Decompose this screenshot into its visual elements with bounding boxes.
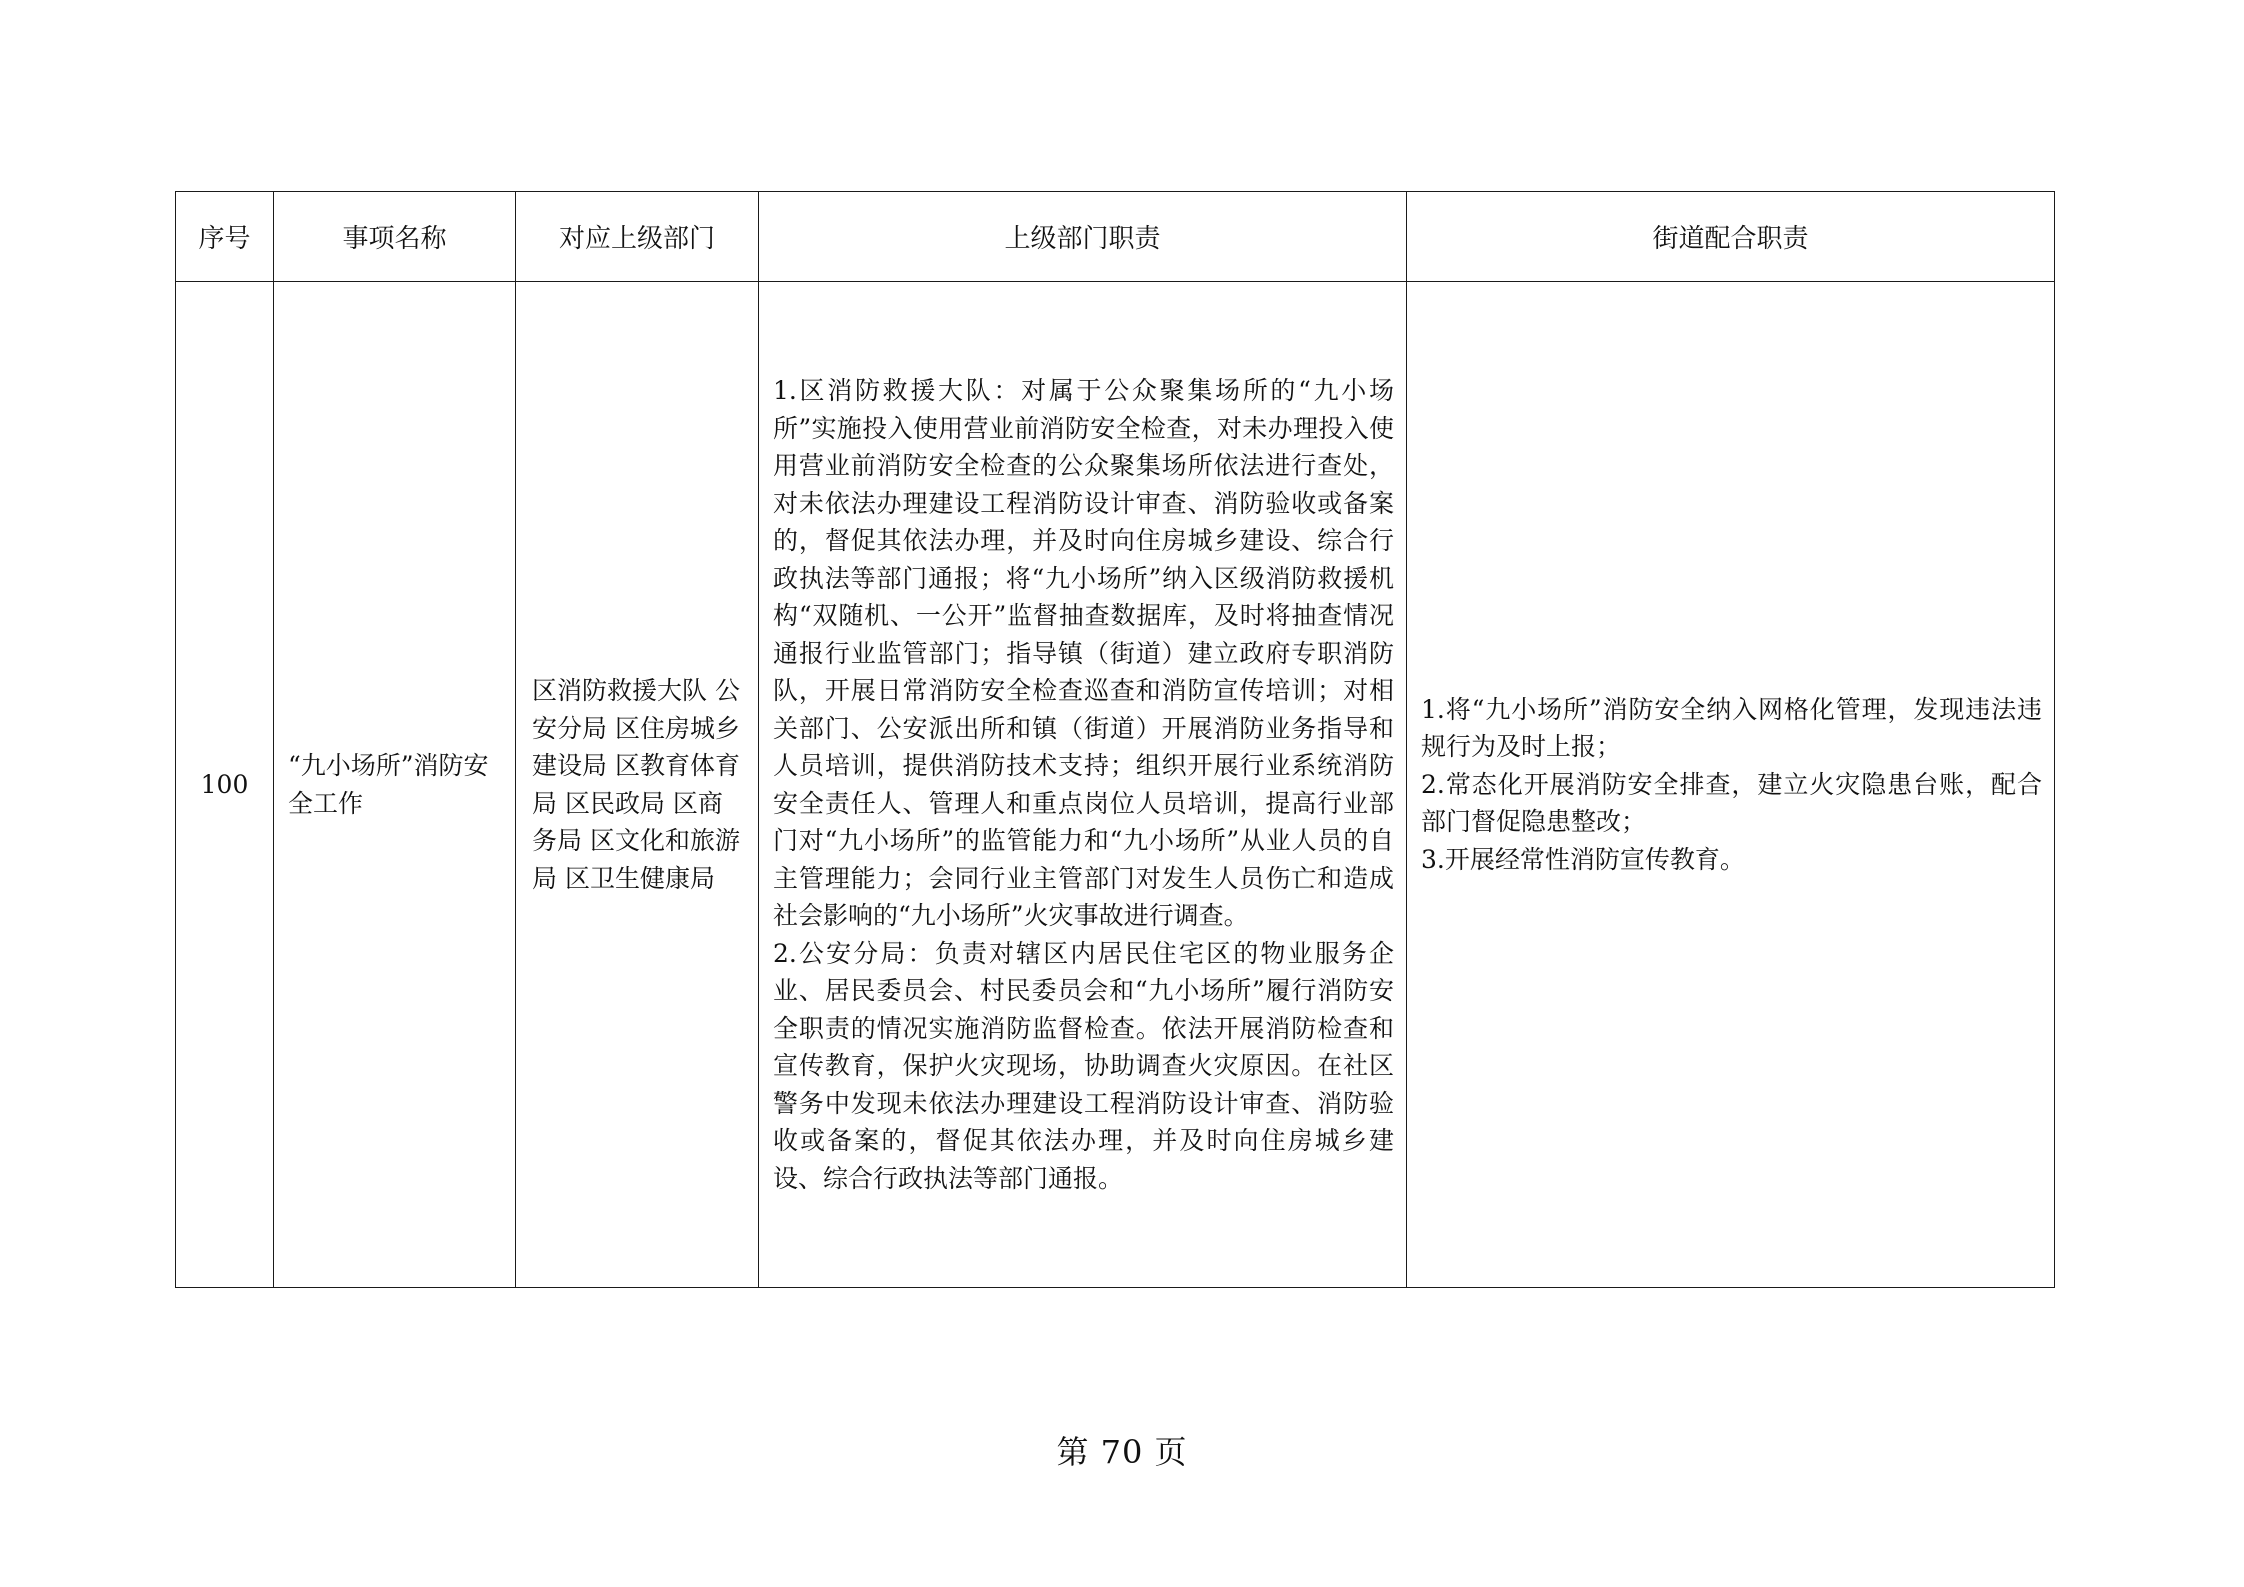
page-number bbox=[0, 1427, 2244, 1473]
cell-seq: 100 bbox=[176, 282, 274, 1288]
street-duty-item: 3.开展经常性消防宣传教育。 bbox=[1421, 844, 1745, 874]
duty-table bbox=[175, 191, 2055, 1288]
header-seq: 序号 bbox=[176, 192, 274, 282]
page-number-label: 第 70 页 bbox=[1056, 1433, 1188, 1471]
cell-item-name: “九小场所”消防安全工作 bbox=[274, 282, 516, 1288]
street-duty-item: 1.将“九小场所”消防安全纳入网格化管理，发现违法违规行为及时上报； bbox=[1421, 694, 2042, 762]
header-superior-dept: 对应上级部门 bbox=[516, 192, 759, 282]
cell-street-duties bbox=[1407, 282, 2055, 1288]
header-row bbox=[176, 192, 2055, 282]
header-superior-duties: 上级部门职责 bbox=[759, 192, 1407, 282]
cell-superior-duties bbox=[759, 282, 1407, 1288]
header-item-name: 事项名称 bbox=[274, 192, 516, 282]
table-body bbox=[176, 282, 2055, 1288]
table-row bbox=[176, 282, 2055, 1288]
table-header bbox=[176, 192, 2055, 282]
header-street-duties: 街道配合职责 bbox=[1407, 192, 2055, 282]
cell-superior-dept: 区消防救援大队 公安分局 区住房城乡建设局 区教育体育局 区民政局 区商务局 区文化和旅游局 区卫生健康局 bbox=[516, 282, 759, 1288]
superior-duty-paragraph: 2.公安分局：负责对辖区内居民住宅区的物业服务企业、居民委员会、村民委员会和“九小场所”履行消防安全职责的情况实施消防监督检查。依法开展消防检查和宣传教育，保护火灾现场，协助调查火灾原因。在社区警务中发现未依法办理建设工程消防设计审查、消防验收或备案的，督促其依法办理，并及时向住房城乡建设、综合行政执法等部门通报。 bbox=[773, 938, 1394, 1193]
superior-duty-paragraph: 1.区消防救援大队：对属于公众聚集场所的“九小场所”实施投入使用营业前消防安全检查，对未办理投入使用营业前消防安全检查的公众聚集场所依法进行查处，对未依法办理建设工程消防设计审查、消防验收或备案的，督促其依法办理，并及时向住房城乡建设、综合行政执法等部门通报；将“九小场所”纳入区级消防救援机构“双随机、一公开”监督抽查数据库，及时将抽查情况通报行业监管部门；指导镇（街道）建立政府专职消防队，开展日常消防安全检查巡查和消防宣传培训；对相关部门、公安派出所和镇（街道）开展消防业务指导和人员培训，提供消防技术支持；组织开展行业系统消防安全责任人、管理人和重点岗位人员培训，提高行业部门对“九小场所”的监管能力和“九小场所”从业人员的自主管理能力；会同行业主管部门对发生人员伤亡和造成社会影响的“九小场所”火灾事故进行调查。 bbox=[773, 376, 1394, 930]
street-duty-item: 2.常态化开展消防安全排查，建立火灾隐患台账，配合部门督促隐患整改； bbox=[1421, 769, 2042, 837]
